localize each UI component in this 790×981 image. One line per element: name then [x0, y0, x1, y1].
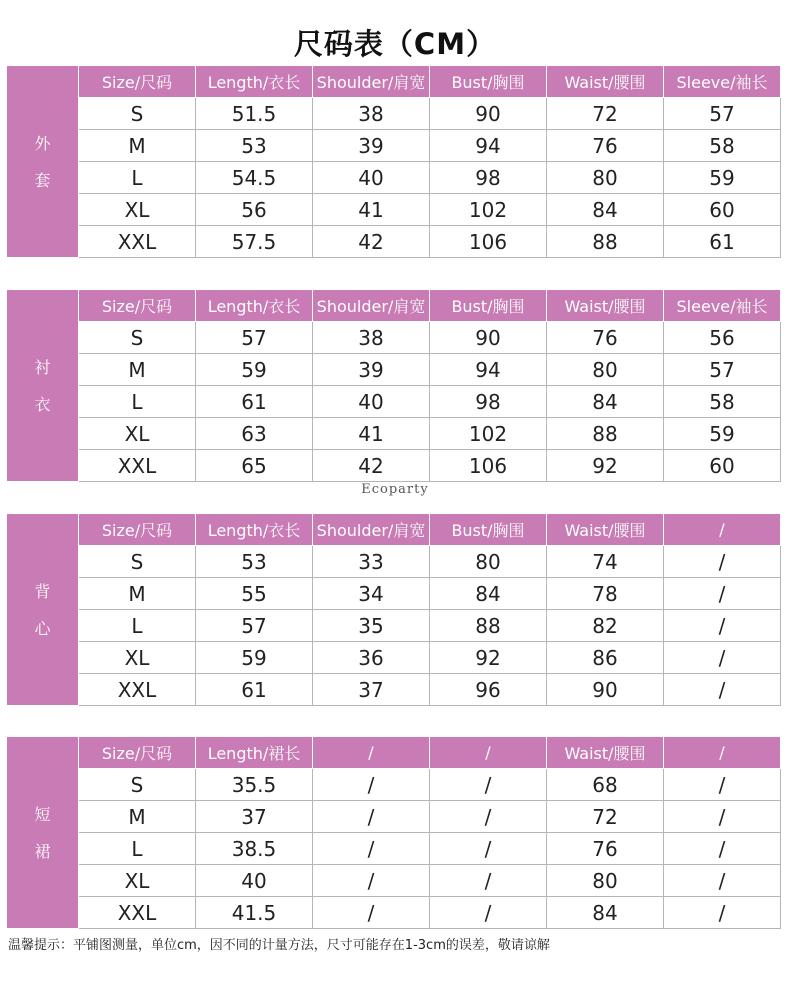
measurement-cell: 57 [664, 98, 781, 130]
measurement-cell: 106 [430, 226, 547, 258]
table-row [7, 418, 781, 450]
size-cell: XL [79, 194, 196, 226]
measurement-cell: 80 [547, 865, 664, 897]
column-header: Waist/腰围 [547, 514, 664, 546]
measurement-cell: / [664, 642, 781, 674]
size-table-shirt [6, 289, 781, 482]
column-header: Shoulder/肩宽 [313, 66, 430, 98]
measurement-cell: 84 [547, 897, 664, 929]
measurement-cell: 60 [664, 450, 781, 482]
category-char: 外 [34, 133, 51, 153]
size-cell: L [79, 833, 196, 865]
measurement-cell: 37 [313, 674, 430, 706]
category-label [7, 737, 79, 929]
measurement-cell: 96 [430, 674, 547, 706]
column-header: Size/尺码 [79, 514, 196, 546]
measurement-cell: 42 [313, 450, 430, 482]
table-row [7, 578, 781, 610]
measurement-cell: 88 [547, 418, 664, 450]
measurement-cell: 57 [196, 322, 313, 354]
column-header: Shoulder/肩宽 [313, 514, 430, 546]
measurement-cell: 98 [430, 162, 547, 194]
table-row [7, 801, 781, 833]
size-cell: M [79, 354, 196, 386]
measurement-cell: 38 [313, 98, 430, 130]
column-header: Bust/胸围 [430, 290, 547, 322]
measurement-cell: 58 [664, 130, 781, 162]
size-cell: XXL [79, 226, 196, 258]
measurement-cell: 51.5 [196, 98, 313, 130]
size-cell: XL [79, 865, 196, 897]
measurement-cell: / [664, 897, 781, 929]
size-table-jacket [6, 65, 781, 258]
measurement-cell: 92 [547, 450, 664, 482]
measurement-cell: / [430, 897, 547, 929]
measurement-cell: 72 [547, 98, 664, 130]
measurement-cell: 39 [313, 354, 430, 386]
table-row [7, 130, 781, 162]
measurement-cell: 35.5 [196, 769, 313, 801]
measurement-cell: / [664, 578, 781, 610]
measurement-cell: 88 [430, 610, 547, 642]
measurement-cell: 68 [547, 769, 664, 801]
measurement-note: 温馨提示：平铺图测量，单位cm，因不同的计量方法，尺寸可能存在1-3cm的误差，敬请谅解 [8, 938, 550, 953]
measurement-cell: 72 [547, 801, 664, 833]
measurement-cell: 58 [664, 386, 781, 418]
measurement-cell: 57.5 [196, 226, 313, 258]
measurement-cell: 90 [547, 674, 664, 706]
measurement-cell: 61 [196, 674, 313, 706]
measurement-cell: 94 [430, 130, 547, 162]
measurement-cell: 63 [196, 418, 313, 450]
measurement-cell: / [430, 769, 547, 801]
measurement-cell: 59 [196, 354, 313, 386]
measurement-cell: 41 [313, 418, 430, 450]
category-char: 短 [34, 804, 51, 824]
table-row [7, 194, 781, 226]
column-header: Waist/腰围 [547, 737, 664, 769]
table-row [7, 610, 781, 642]
measurement-cell: 60 [664, 194, 781, 226]
column-header: Bust/胸围 [430, 514, 547, 546]
measurement-cell: 61 [664, 226, 781, 258]
table-row [7, 897, 781, 929]
category-char: 心 [34, 618, 51, 638]
measurement-cell: 40 [196, 865, 313, 897]
size-cell: M [79, 130, 196, 162]
measurement-cell: 38.5 [196, 833, 313, 865]
measurement-cell: / [313, 769, 430, 801]
column-header: Sleeve/袖长 [664, 290, 781, 322]
size-cell: M [79, 578, 196, 610]
measurement-cell: 40 [313, 162, 430, 194]
measurement-cell: 59 [664, 418, 781, 450]
measurement-cell: 78 [547, 578, 664, 610]
measurement-cell: 84 [547, 386, 664, 418]
measurement-cell: 56 [664, 322, 781, 354]
measurement-cell: 61 [196, 386, 313, 418]
table-row [7, 226, 781, 258]
measurement-cell: / [664, 865, 781, 897]
measurement-cell: / [313, 865, 430, 897]
measurement-cell: 34 [313, 578, 430, 610]
table-row [7, 546, 781, 578]
measurement-cell: 106 [430, 450, 547, 482]
measurement-cell: 102 [430, 418, 547, 450]
category-char: 裙 [34, 841, 51, 861]
measurement-cell: 42 [313, 226, 430, 258]
measurement-cell: 65 [196, 450, 313, 482]
size-cell: XXL [79, 897, 196, 929]
measurement-cell: 102 [430, 194, 547, 226]
table-header-row [7, 290, 781, 322]
table-row [7, 386, 781, 418]
measurement-cell: 80 [430, 546, 547, 578]
measurement-cell: 98 [430, 386, 547, 418]
size-cell: XXL [79, 450, 196, 482]
table-row [7, 642, 781, 674]
measurement-cell: 56 [196, 194, 313, 226]
category-char: 衣 [34, 394, 51, 414]
measurement-cell: 40 [313, 386, 430, 418]
column-header: Size/尺码 [79, 66, 196, 98]
column-header: Sleeve/袖长 [664, 66, 781, 98]
measurement-cell: 53 [196, 546, 313, 578]
measurement-cell: / [313, 801, 430, 833]
measurement-cell: 84 [547, 194, 664, 226]
measurement-cell: 86 [547, 642, 664, 674]
measurement-cell: / [664, 674, 781, 706]
column-header: Shoulder/肩宽 [313, 290, 430, 322]
measurement-cell: 92 [430, 642, 547, 674]
size-cell: L [79, 162, 196, 194]
column-header: Size/尺码 [79, 290, 196, 322]
measurement-cell: 57 [196, 610, 313, 642]
measurement-cell: 76 [547, 322, 664, 354]
table-row [7, 322, 781, 354]
column-header: Length/衣长 [196, 66, 313, 98]
table-row [7, 98, 781, 130]
column-header: Length/衣长 [196, 514, 313, 546]
column-header: Length/衣长 [196, 290, 313, 322]
column-header: / [313, 737, 430, 769]
size-cell: S [79, 769, 196, 801]
table-row [7, 865, 781, 897]
watermark-text: Ecoparty [361, 482, 429, 497]
measurement-cell: 33 [313, 546, 430, 578]
size-cell: L [79, 386, 196, 418]
category-label [7, 514, 79, 706]
column-header: / [430, 737, 547, 769]
column-header: Waist/腰围 [547, 66, 664, 98]
measurement-cell: 38 [313, 322, 430, 354]
measurement-cell: 59 [196, 642, 313, 674]
column-header: Length/裙长 [196, 737, 313, 769]
measurement-cell: 94 [430, 354, 547, 386]
measurement-cell: 54.5 [196, 162, 313, 194]
size-cell: S [79, 322, 196, 354]
table-row [7, 833, 781, 865]
category-label [7, 66, 79, 258]
measurement-cell: / [430, 865, 547, 897]
measurement-cell: / [664, 769, 781, 801]
size-cell: L [79, 610, 196, 642]
measurement-cell: 37 [196, 801, 313, 833]
measurement-cell: 90 [430, 98, 547, 130]
column-header: / [664, 737, 781, 769]
size-cell: XL [79, 642, 196, 674]
measurement-cell: / [664, 610, 781, 642]
measurement-cell: 36 [313, 642, 430, 674]
size-cell: M [79, 801, 196, 833]
table-row [7, 354, 781, 386]
measurement-cell: 39 [313, 130, 430, 162]
category-char: 背 [34, 581, 51, 601]
table-row [7, 162, 781, 194]
measurement-cell: 76 [547, 833, 664, 865]
size-cell: S [79, 546, 196, 578]
category-char: 衬 [34, 357, 51, 377]
measurement-cell: 80 [547, 162, 664, 194]
measurement-cell: 90 [430, 322, 547, 354]
measurement-cell: 53 [196, 130, 313, 162]
column-header: Size/尺码 [79, 737, 196, 769]
measurement-cell: 41 [313, 194, 430, 226]
measurement-cell: / [430, 801, 547, 833]
size-cell: S [79, 98, 196, 130]
category-char: 套 [34, 170, 51, 190]
measurement-cell: / [664, 801, 781, 833]
table-row [7, 450, 781, 482]
size-cell: XL [79, 418, 196, 450]
measurement-cell: 76 [547, 130, 664, 162]
column-header: / [664, 514, 781, 546]
measurement-cell: 80 [547, 354, 664, 386]
measurement-cell: 74 [547, 546, 664, 578]
table-row [7, 769, 781, 801]
column-header: Bust/胸围 [430, 66, 547, 98]
measurement-cell: 35 [313, 610, 430, 642]
measurement-cell: / [313, 833, 430, 865]
measurement-cell: 82 [547, 610, 664, 642]
category-label [7, 290, 79, 482]
size-table-vest [6, 513, 781, 706]
measurement-cell: / [664, 546, 781, 578]
measurement-cell: 84 [430, 578, 547, 610]
measurement-cell: / [664, 833, 781, 865]
table-header-row [7, 66, 781, 98]
size-cell: XXL [79, 674, 196, 706]
table-header-row [7, 514, 781, 546]
measurement-cell: 57 [664, 354, 781, 386]
measurement-cell: / [430, 833, 547, 865]
measurement-cell: 55 [196, 578, 313, 610]
size-table-skirt [6, 736, 781, 929]
measurement-cell: 41.5 [196, 897, 313, 929]
measurement-cell: / [313, 897, 430, 929]
table-header-row [7, 737, 781, 769]
measurement-cell: 59 [664, 162, 781, 194]
table-row [7, 674, 781, 706]
column-header: Waist/腰围 [547, 290, 664, 322]
page-title: 尺码表（CM） [293, 27, 497, 61]
measurement-cell: 88 [547, 226, 664, 258]
